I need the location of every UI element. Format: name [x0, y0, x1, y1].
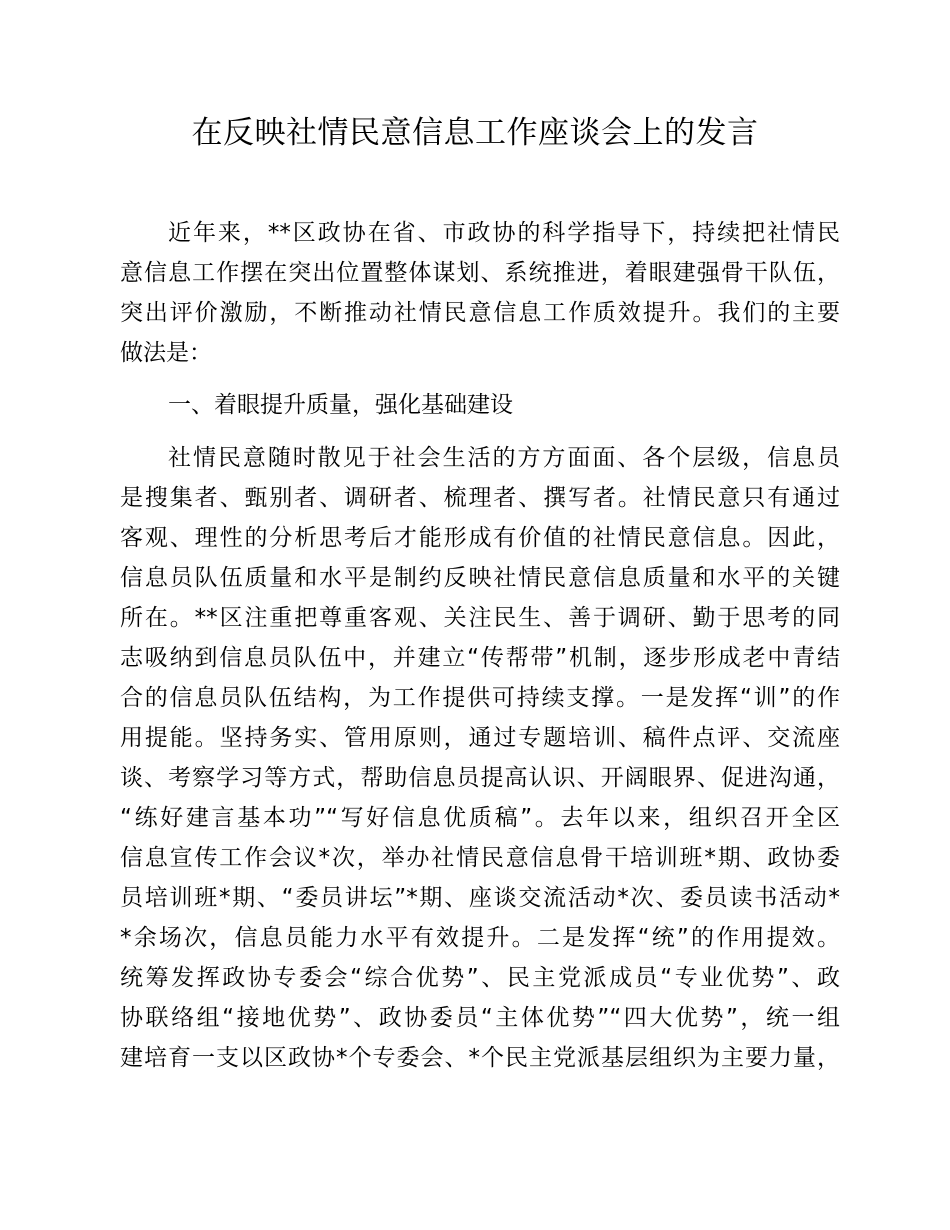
paragraph-2-line-15: 协联络组“接地优势”、政协委员“主体优势”“四大优势”，统一组 [120, 1005, 840, 1031]
paragraph-2-line-12: 员培训班*期、“委员讲坛”*期、座谈交流活动*次、委员读书活动* [120, 885, 840, 911]
paragraph-1-line-2: 意信息工作摆在突出位置整体谋划、系统推进，着眼建强骨干队伍， [120, 260, 840, 286]
paragraph-2-line-9: 谈、考察学习等方式，帮助信息员提高认识、开阔眼界、促进沟通， [120, 765, 840, 791]
paragraph-2-line-13: *余场次，信息员能力水平有效提升。二是发挥“统”的作用提效。 [120, 925, 840, 951]
paragraph-1-line-4: 做法是： [120, 340, 212, 366]
paragraph-2-line-5: 所在。**区注重把尊重客观、关注民生、善于调研、勤于思考的同 [120, 605, 840, 631]
paragraph-2-line-3: 客观、理性的分析思考后才能形成有价值的社情民意信息。因此， [120, 525, 840, 551]
paragraph-2-line-7: 合的信息员队伍结构，为工作提供可持续支撑。一是发挥“训”的作 [120, 685, 840, 711]
section-heading-1: 一、着眼提升质量，强化基础建设 [168, 392, 513, 418]
paragraph-2-line-14: 统筹发挥政协专委会“综合优势”、民主党派成员“专业优势”、政 [120, 965, 840, 991]
paragraph-2-line-10: “练好建言基本功”“写好信息优质稿”。去年以来，组织召开全区 [120, 805, 840, 831]
paragraph-2-line-8: 用提能。坚持务实、管用原则，通过专题培训、稿件点评、交流座 [120, 725, 840, 751]
paragraph-2-line-11: 信息宣传工作会议*次，举办社情民意信息骨干培训班*期、政协委 [120, 845, 840, 871]
document-title: 在反映社情民意信息工作座谈会上的发言 [191, 115, 759, 151]
paragraph-2-line-6: 志吸纳到信息员队伍中，并建立“传帮带”机制，逐步形成老中青结 [120, 645, 840, 671]
paragraph-2-line-1: 社情民意随时散见于社会生活的方方面面、各个层级，信息员 [168, 445, 840, 471]
paragraph-1-line-1: 近年来，**区政协在省、市政协的科学指导下，持续把社情民 [168, 220, 840, 246]
paragraph-1-line-3: 突出评价激励，不断推动社情民意信息工作质效提升。我们的主要 [120, 300, 840, 326]
paragraph-2-line-2: 是搜集者、甄别者、调研者、梳理者、撰写者。社情民意只有通过 [120, 485, 840, 511]
paragraph-2-line-4: 信息员队伍质量和水平是制约反映社情民意信息质量和水平的关键 [120, 565, 840, 591]
paragraph-2-line-16: 建培育一支以区政协*个专委会、*个民主党派基层组织为主要力量， [120, 1045, 840, 1071]
